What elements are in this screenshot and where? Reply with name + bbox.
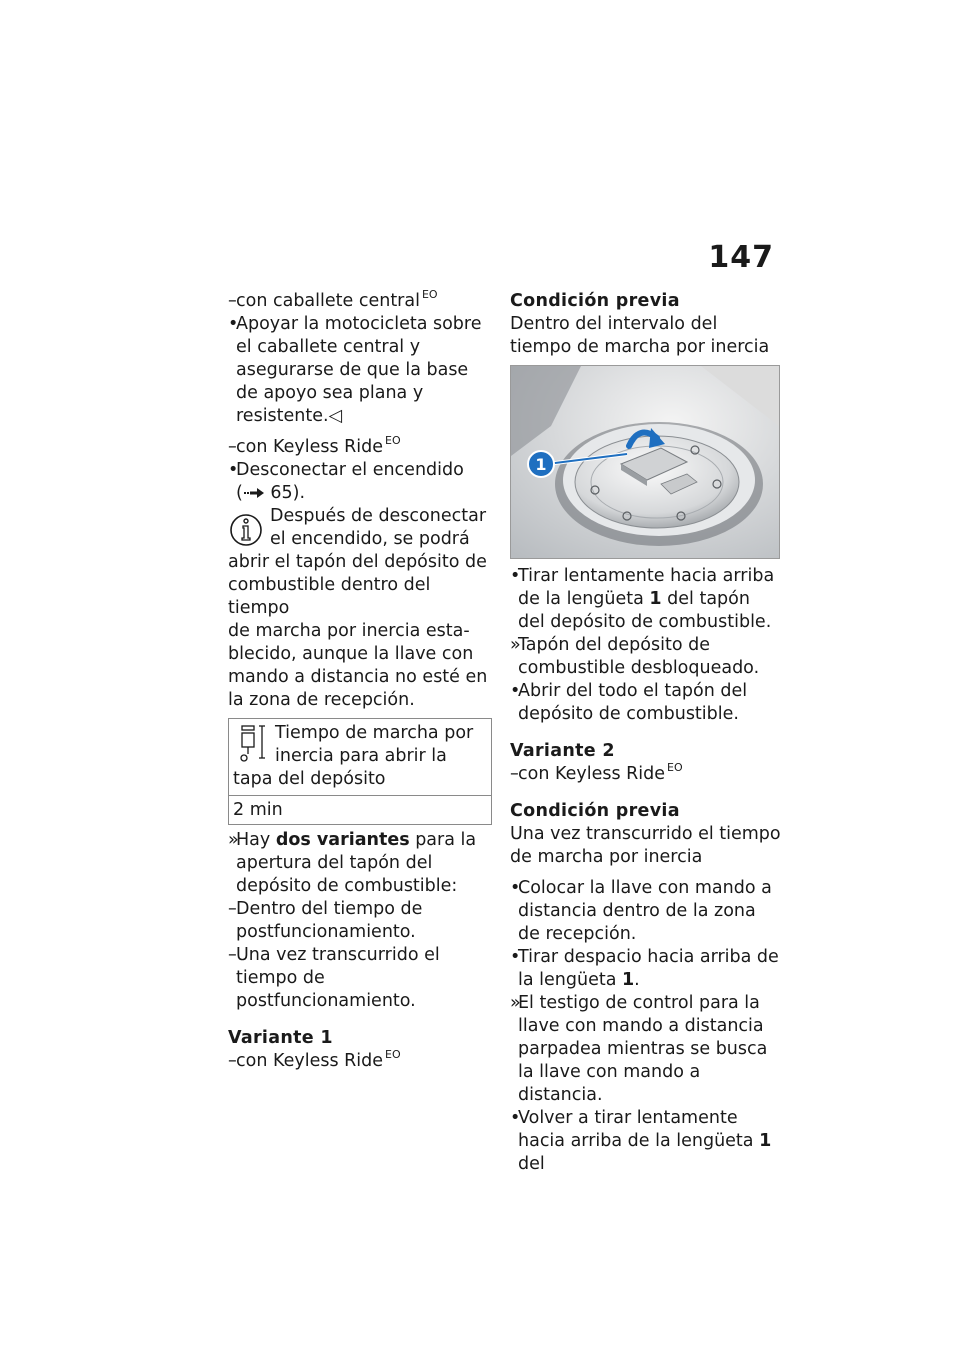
spec-table [228,718,492,825]
spec-label-cell [229,719,491,796]
right-column [510,290,782,1176]
result-indicator-flashes: » El testigo de control para la llave con mando a distancia parpadea mientras se busca la llave con mando a distancia. [510,993,768,1105]
eo-superscript: EO [421,288,438,302]
result-two-variants: » Hay dos variantes para la apertura del tapón del depósito de combustible: [228,830,477,896]
option-after-time: – Una vez transcurrido el tiempo de postfuncionamiento. [228,945,440,1011]
step-switch-off-ignition: • Desconectar el encendido ( 65). [228,460,464,503]
option-within-time: – Dentro del tiempo de postfuncionamiento. [228,899,423,942]
condition-keyless-ride: – con Keyless Ride $^{EO}$ [228,434,401,457]
spec-label: Tiempo de marcha por inercia para abrir la tapa del depósito [233,723,474,789]
condition-center-stand: – con caballete central $^{EO}$ [228,288,438,311]
condition-keyless-ride-v2: – con Keyless Ride $^{EO}$ [510,761,683,784]
spec-value: 2 min [233,800,283,820]
step-open-cap: • Abrir del todo el tapón del depósito de combustible. [510,681,748,724]
step-pull-tab-slowly: • Tirar despacio hacia arriba de la lengüeta 1. [510,947,779,990]
dash-marker: – [228,291,237,311]
bullet-marker: • [228,314,239,334]
info-note: Después de desconectar el encendido, se podrá abrir el tapón del depósito de combustible dentro del tiempo de marcha por inercia esta- blecido, aunque la llave con mando a distancia no esté en la zona de recepción. [228,506,488,710]
step-pull-tab: • Tirar lentamente hacia arriba de la lengüeta 1 del tapón del depósito de combustible. [510,566,775,632]
fuel-cap-illustration [511,366,779,558]
result-marker: » [228,830,239,850]
result-cap-unlocked: » Tapón del depósito de combustible desbloqueado. [510,635,760,678]
precondition-heading-2: Condición previa [510,801,680,821]
left-column [228,290,494,1073]
variant-1-heading: Variante 1 [228,1028,333,1048]
page-reference[interactable]: 65). [270,483,306,503]
precondition-text: Dentro del intervalo del tiempo de marcha por inercia [510,314,770,357]
fuel-cap-figure [510,365,780,559]
step-place-key: • Colocar la llave con mando a distancia dentro de la zona de recepción. [510,878,772,944]
precondition-text-2: Una vez transcurrido el tiempo de marcha por inercia [510,824,781,867]
step-support-motorcycle: • Apoyar la motocicleta sobre el caballete central y asegurarse de que la base de apoyo sea plana y resistente.◁ [228,314,482,426]
timer-spec-icon [233,722,269,766]
precondition-heading: Condición previa [510,291,680,311]
end-mark-icon: ◁ [328,406,343,426]
figure-callout-1: 1 [535,455,547,474]
page-reference-arrow-icon [243,487,265,499]
page-number: 147 [708,240,774,275]
condition-keyless-ride-v1: – con Keyless Ride $^{EO}$ [228,1048,401,1071]
variant-2-heading: Variante 2 [510,741,615,761]
step-pull-again: • Volver a tirar lentamente hacia arriba de la lengüeta 1 del [510,1108,772,1174]
info-icon [226,505,266,551]
